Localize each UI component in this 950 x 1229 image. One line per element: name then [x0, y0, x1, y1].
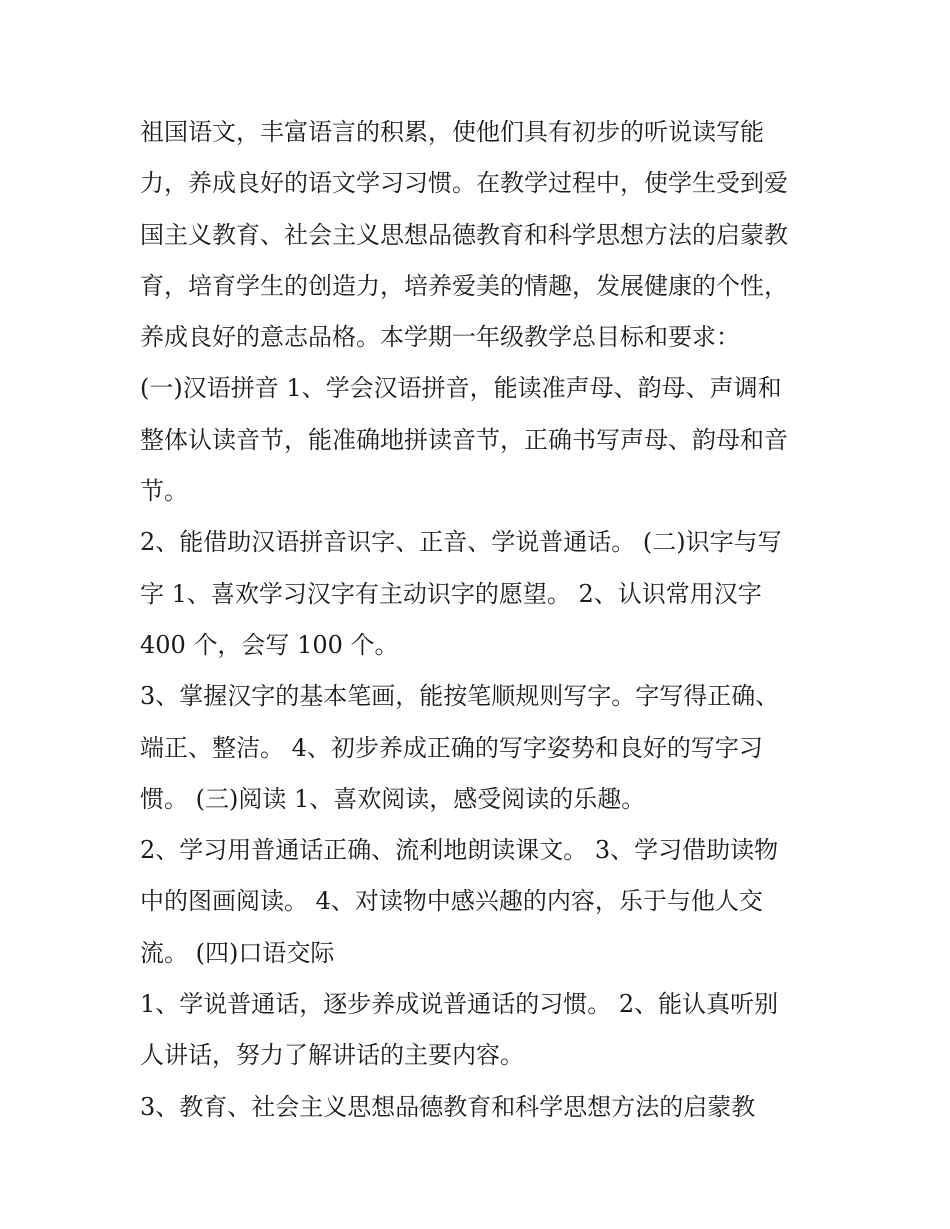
text-line: 2、能借助汉语拼音识字、正音、学说普通话。 (二)识字与写: [140, 528, 782, 557]
text-line: 惯。 (三)阅读 1、喜欢阅读，感受阅读的乐趣。: [140, 784, 646, 813]
text-line: 养成良好的意志品格。本学期一年级教学总目标和要求：: [140, 323, 740, 352]
text-line: 力，养成良好的语文学习习惯。在教学过程中，使学生受到爱: [140, 169, 788, 198]
text-line: 人讲话，努力了解讲话的主要内容。: [140, 1041, 524, 1070]
text-line: 400 个，会写 100 个。: [140, 630, 399, 659]
text-line: 字 1、喜欢学习汉字有主动识字的愿望。 2、认识常用汉字: [140, 579, 762, 608]
text-line: 端正、整洁。 4、初步养成正确的写字姿势和良好的写字习: [140, 733, 763, 762]
body-text: [140, 107, 830, 1133]
text-line: 中的图画阅读。 4、对读物中感兴趣的内容，乐于与他人交: [140, 887, 763, 916]
text-line: (一)汉语拼音 1、学会汉语拼音，能读准声母、韵母、声调和: [140, 374, 782, 403]
text-line: 3、教育、社会主义思想品德教育和科学思想方法的启蒙教: [140, 1092, 756, 1121]
text-line: 3、掌握汉字的基本笔画，能按笔顺规则写字。字写得正确、: [140, 682, 780, 711]
text-line: 整体认读音节，能准确地拼读音节，正确书写声母、韵母和音: [140, 425, 788, 454]
text-line: 国主义教育、社会主义思想品德教育和科学思想方法的启蒙教: [140, 220, 788, 249]
text-line: 祖国语文，丰富语言的积累，使他们具有初步的听说读写能: [140, 118, 764, 146]
text-line: 1、学说普通话，逐步养成说普通话的习惯。 2、能认真听别: [140, 990, 779, 1019]
text-line: 2、学习用普通话正确、流利地朗读课文。 3、学习借助读物: [140, 836, 779, 865]
text-line: 流。 (四)口语交际: [140, 938, 335, 967]
text-line: 育，培育学生的创造力，培养爱美的情趣，发展健康的个性，: [140, 271, 788, 300]
text-line: 节。: [140, 477, 188, 506]
